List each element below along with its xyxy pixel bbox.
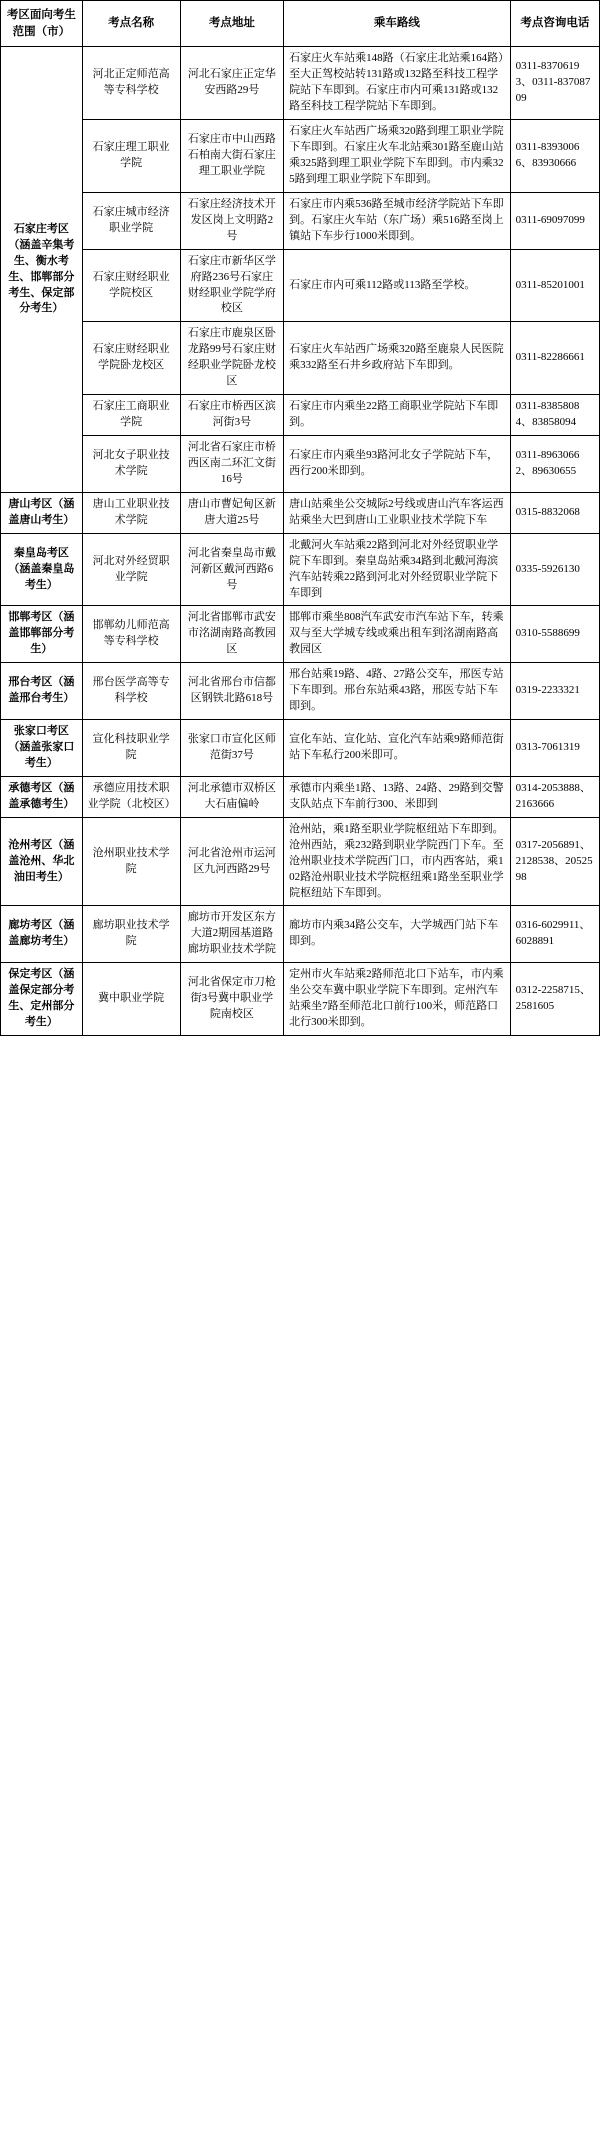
table-row [1,963,600,1036]
phone-cell: 0315-8832068 [510,492,599,533]
table-row [1,436,600,493]
region-cell: 邢台考区（涵盖邢台考生） [1,663,83,720]
route-cell: 北戴河火车站乘22路到河北对外经贸职业学院下车即到。秦皇岛站乘34路到北戴河海滨汽车站转乘22路到河北对外经贸职业学院下车即到 [284,533,511,606]
table-row [1,192,600,249]
table-header-row [1,1,600,47]
site-name-cell: 邢台医学高等专科学校 [82,663,180,720]
table-row [1,249,600,322]
site-address-cell: 河北省保定市刀枪街3号冀中职业学院南校区 [180,963,283,1036]
table-header [1,1,600,47]
route-cell: 石家庄市内乘536路至城市经济学院站下车即到。石家庄火车站（东广场）乘516路至岗上镇站下车步行1000米即到。 [284,192,511,249]
phone-cell: 0311-83930066、83930666 [510,120,599,193]
region-cell: 秦皇岛考区（涵盖秦皇岛考生） [1,533,83,606]
table-row [1,663,600,720]
route-cell: 石家庄市内乘坐93路河北女子学院站下车，西行200米即到。 [284,436,511,493]
table-row [1,47,600,120]
table-row [1,322,600,395]
site-address-cell: 张家口市宣化区师范街37号 [180,720,283,777]
phone-cell: 0335-5926130 [510,533,599,606]
phone-cell: 0311-82286661 [510,322,599,395]
phone-cell: 0311-89630662、89630655 [510,436,599,493]
route-cell: 宣化车站、宣化站、宣化汽车站乘9路师范街站下车私行200米即可。 [284,720,511,777]
phone-cell: 0312-2258715、2581605 [510,963,599,1036]
site-name-cell: 河北女子职业技术学院 [82,436,180,493]
column-header-site-address: 考点地址 [180,1,283,47]
site-name-cell: 冀中职业学院 [82,963,180,1036]
site-address-cell: 石家庄市新华区学府路236号石家庄财经职业学院学府校区 [180,249,283,322]
site-address-cell: 河北省沧州市运河区九河西路29号 [180,817,283,906]
region-cell: 唐山考区（涵盖唐山考生） [1,492,83,533]
exam-sites-table [0,0,600,1036]
region-cell: 张家口考区（涵盖张家口考生） [1,720,83,777]
site-name-cell: 石家庄城市经济职业学院 [82,192,180,249]
site-address-cell: 石家庄市鹿泉区卧龙路99号石家庄财经职业学院卧龙校区 [180,322,283,395]
phone-cell: 0317-2056891、2128538、2052598 [510,817,599,906]
site-name-cell: 石家庄财经职业学院校区 [82,249,180,322]
site-address-cell: 河北石家庄正定华安西路29号 [180,47,283,120]
route-cell: 石家庄市内乘坐22路工商职业学院站下车即到。 [284,395,511,436]
table-row [1,606,600,663]
site-address-cell: 唐山市曹妃甸区新唐大道25号 [180,492,283,533]
phone-cell: 0311-85201001 [510,249,599,322]
route-cell: 廊坊市内乘34路公交车，大学城西门站下车即到。 [284,906,511,963]
site-address-cell: 石家庄市桥西区滨河街3号 [180,395,283,436]
phone-cell: 0313-7061319 [510,720,599,777]
route-cell: 承德市内乘坐1路、13路、24路、29路到交警支队站点下车前行300、米即到 [284,776,511,817]
table-row [1,395,600,436]
column-header-region: 考区面向考生范围（市） [1,1,83,47]
region-cell: 石家庄考区（涵盖辛集考生、衡水考生、邯郸部分考生、保定部分考生） [1,47,83,493]
site-name-cell: 石家庄财经职业学院卧龙校区 [82,322,180,395]
site-address-cell: 河北省邢台市信都区钢铁北路618号 [180,663,283,720]
site-address-cell: 河北省石家庄市桥西区南二环汇文街16号 [180,436,283,493]
table-row [1,533,600,606]
site-address-cell: 河北省秦皇岛市戴河新区戴河西路6号 [180,533,283,606]
phone-cell: 0310-5588699 [510,606,599,663]
route-cell: 石家庄火车站西广场乘320路到理工职业学院下车即到。石家庄火车北站乘301路至鹿山站乘325路到理工职业学院下车即到。市内乘325路到理工职业学院下车即到。 [284,120,511,193]
table-row [1,906,600,963]
site-name-cell: 石家庄理工职业学院 [82,120,180,193]
route-cell: 邯郸市乘坐808汽车武安市汽车站下车，转乘双与至大学城专线或乘出租车到洺湖南路高教园区 [284,606,511,663]
site-name-cell: 宣化科技职业学院 [82,720,180,777]
site-name-cell: 唐山工业职业技术学院 [82,492,180,533]
route-cell: 定州市火车站乘2路师范北口下站车，市内乘坐公交车冀中职业学院下车即到。定州汽车站乘坐7路至师范北口前行100米，师范路口北行300米即到。 [284,963,511,1036]
table-row [1,492,600,533]
region-cell: 沧州考区（涵盖沧州、华北油田考生） [1,817,83,906]
phone-cell: 0311-69097099 [510,192,599,249]
route-cell: 石家庄火车站乘148路（石家庄北站乘164路）至大正驾校站转131路或132路至科技工程学院站下车即到。石家庄市内可乘131路或132路至科技工程学院站下车即到。 [284,47,511,120]
route-cell: 石家庄市内可乘112路或113路至学校。 [284,249,511,322]
phone-cell: 0319-2233321 [510,663,599,720]
site-address-cell: 河北承德市双桥区大石庙偏岭 [180,776,283,817]
region-cell: 保定考区（涵盖保定部分考生、定州部分考生） [1,963,83,1036]
site-name-cell: 承德应用技术职业学院（北校区） [82,776,180,817]
site-name-cell: 廊坊职业技术学院 [82,906,180,963]
site-name-cell: 邯郸幼儿师范高等专科学校 [82,606,180,663]
phone-cell: 0314-2053888、2163666 [510,776,599,817]
region-cell: 承德考区（涵盖承德考生） [1,776,83,817]
table-row [1,817,600,906]
column-header-site-name: 考点名称 [82,1,180,47]
site-address-cell: 石家庄经济技术开发区岗上文明路2号 [180,192,283,249]
column-header-route: 乘车路线 [284,1,511,47]
site-name-cell: 河北对外经贸职业学院 [82,533,180,606]
site-name-cell: 石家庄工商职业学院 [82,395,180,436]
site-name-cell: 河北正定师范高等专科学校 [82,47,180,120]
region-cell: 廊坊考区（涵盖廊坊考生） [1,906,83,963]
table-row [1,720,600,777]
route-cell: 唐山站乘坐公交城际2号线或唐山汽车客运西站乘坐大巴到唐山工业职业技术学院下车 [284,492,511,533]
site-name-cell: 沧州职业技术学院 [82,817,180,906]
route-cell: 沧州站，乘1路至职业学院枢纽站下车即到。沧州西站，乘232路到职业学院西门下车。至沧州职业技术学院西门口，市内西客站，乘102路沧州职业技术学院枢纽乘1路坐至职业学院枢纽站下车即到。 [284,817,511,906]
route-cell: 邢台站乘19路、4路、27路公交车，邢医专站下车即到。邢台东站乘43路，邢医专站下车即到。 [284,663,511,720]
site-address-cell: 石家庄市中山西路石柏南大街石家庄理工职业学院 [180,120,283,193]
table-row [1,120,600,193]
region-cell: 邯郸考区（涵盖邯郸部分考生） [1,606,83,663]
phone-cell: 0311-83858084、83858094 [510,395,599,436]
route-cell: 石家庄火车站西广场乘320路至鹿泉人民医院乘332路至石井乡政府站下车即到。 [284,322,511,395]
table-body [1,47,600,1036]
site-address-cell: 廊坊市开发区东方大道2期园基道路廊坊职业技术学院 [180,906,283,963]
phone-cell: 0316-6029911、6028891 [510,906,599,963]
column-header-phone: 考点咨询电话 [510,1,599,47]
phone-cell: 0311-83706193、0311-83708709 [510,47,599,120]
site-address-cell: 河北省邯郸市武安市洺湖南路高教园区 [180,606,283,663]
table-row [1,776,600,817]
